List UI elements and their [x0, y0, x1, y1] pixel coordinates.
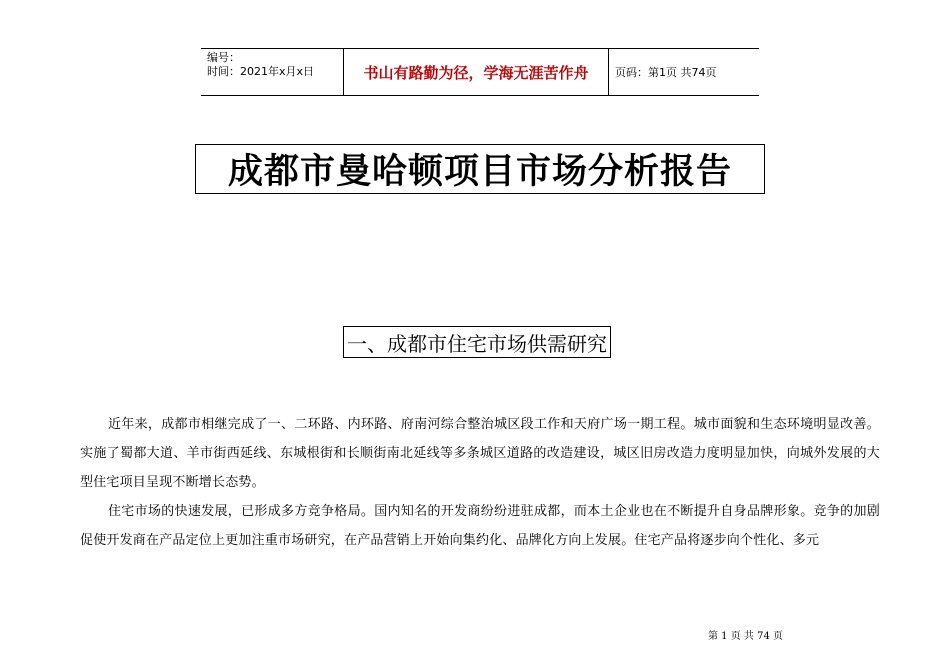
time-label: 时间：2021年x月x日 — [207, 65, 315, 78]
number-label: 编号： — [207, 51, 240, 64]
body-text — [80, 410, 880, 555]
document-title: 成都市曼哈顿项目市场分析报告 — [195, 144, 765, 194]
header-page-info: 页码：第1页 共74页 — [615, 66, 717, 79]
header-meta — [201, 49, 343, 95]
page-footer: 第 1 页 共 74 页 — [708, 631, 783, 642]
header-motto: 书山有路勤为径，学海无涯苦作舟 — [343, 49, 609, 95]
page-header — [201, 48, 759, 96]
paragraph: 近年来，成都市相继完成了一、二环路、内环路、府南河综合整治城区段工作和天府广场一期工程。城市面貌和生态环境明显改善。实施了蜀都大道、羊市街西延线、东城根街和长顺街南北延线等多条城区道路的改造建设，城区旧房改造力度明显加快，向城外发展的大型住宅项目呈现不断增长态势。 — [80, 417, 880, 490]
paragraph: 住宅市场的快速发展，已形成多方竞争格局。国内知名的开发商纷纷进驻成都，而本土企业也在不断提升自身品牌形象。竞争的加剧促使开发商在产品定位上更加注重市场研究，在产品营销上开始向集约化、品牌化方向上发展。住宅产品将逐步向个性化、多元 — [80, 504, 880, 548]
section-heading: 一、成都市住宅市场供需研究 — [343, 326, 611, 358]
